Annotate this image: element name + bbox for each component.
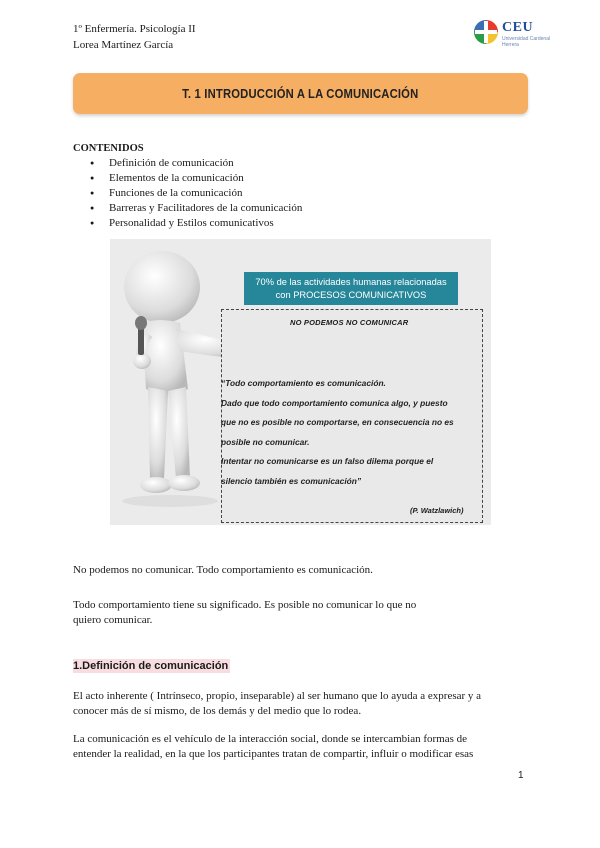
paragraph-line: Todo comportamiento tiene su significado. Es posible no comunicar lo que no bbox=[73, 599, 417, 611]
paragraph-definicion bbox=[73, 689, 528, 719]
communication-figure bbox=[110, 239, 491, 525]
paragraph-no-podemos: No podemos no comunicar. Todo comportamiento es comunicación. bbox=[73, 564, 373, 576]
page-number: 1 bbox=[518, 770, 524, 781]
quote-line: silencio también es comunicación” bbox=[221, 475, 362, 486]
list-item: ● Definición de comunicación bbox=[109, 156, 302, 171]
paragraph-vehiculo bbox=[73, 732, 528, 762]
section-heading: 1.Definición de comunicación bbox=[73, 660, 229, 672]
statistic-line-1: 70% de las actividades humanas relacionadas bbox=[255, 277, 447, 287]
list-item: ● Barreras y Facilitadores de la comunicación bbox=[109, 201, 302, 216]
watzlawick-quote bbox=[221, 374, 483, 491]
contents-list bbox=[73, 156, 302, 231]
quote-line: Dado que todo comportamiento comunica algo, y puesto bbox=[221, 397, 448, 408]
logo-wordmark: CEU bbox=[502, 20, 534, 35]
list-item: ● Funciones de la comunicación bbox=[109, 186, 302, 201]
page-title: T. 1 INTRODUCCIÓN A LA COMUNICACIÓN bbox=[182, 86, 419, 101]
ceu-emblem-icon bbox=[472, 18, 500, 46]
author-line: Lorea Martínez García bbox=[73, 39, 174, 51]
paragraph-line: entender la realidad, en la que los participantes tratan de compartir, influir o modificar esas bbox=[73, 748, 474, 760]
quote-line: que no es posible no comportarse, en consecuencia no es bbox=[221, 417, 454, 427]
quote-line: Intentar no comunicarse es un falso dilema porque el bbox=[221, 456, 434, 466]
quote-line: posible no comunicar. bbox=[221, 436, 310, 447]
paragraph-line: La comunicación es el vehículo de la interacción social, donde se intercambian formas de bbox=[73, 733, 468, 745]
logo-subtitle: Universidad Cardenal Herrera bbox=[502, 36, 551, 48]
course-line: 1º Enfermería. Psicología II bbox=[73, 23, 196, 35]
figure-heading: NO PODEMOS NO COMUNICAR bbox=[290, 318, 409, 327]
list-item: ● Elementos de la comunicación bbox=[109, 171, 302, 186]
quote-author: (P. Watzlawich) bbox=[410, 506, 464, 515]
quote-line: “Todo comportamiento es comunicación. bbox=[221, 378, 386, 388]
paragraph-line: conocer más de sí mismo, de los demás y del medio que lo rodea. bbox=[73, 705, 362, 717]
list-item: ● Personalidad y Estilos comunicativos bbox=[109, 216, 302, 231]
ceu-logo bbox=[472, 16, 567, 54]
paragraph-line: El acto inherente ( Intrínseco, propio, inseparable) al ser humano que lo ayuda a expresar y a bbox=[73, 690, 482, 702]
statistic-banner bbox=[244, 272, 458, 305]
title-banner bbox=[73, 73, 528, 114]
contents-heading: CONTENIDOS bbox=[73, 143, 144, 154]
paragraph-line: quiero comunicar. bbox=[73, 614, 153, 626]
document-header bbox=[73, 21, 196, 53]
paragraph-significado bbox=[73, 598, 528, 628]
contents-section bbox=[73, 141, 302, 231]
statistic-line-2: con PROCESOS COMUNICATIVOS bbox=[275, 290, 427, 300]
